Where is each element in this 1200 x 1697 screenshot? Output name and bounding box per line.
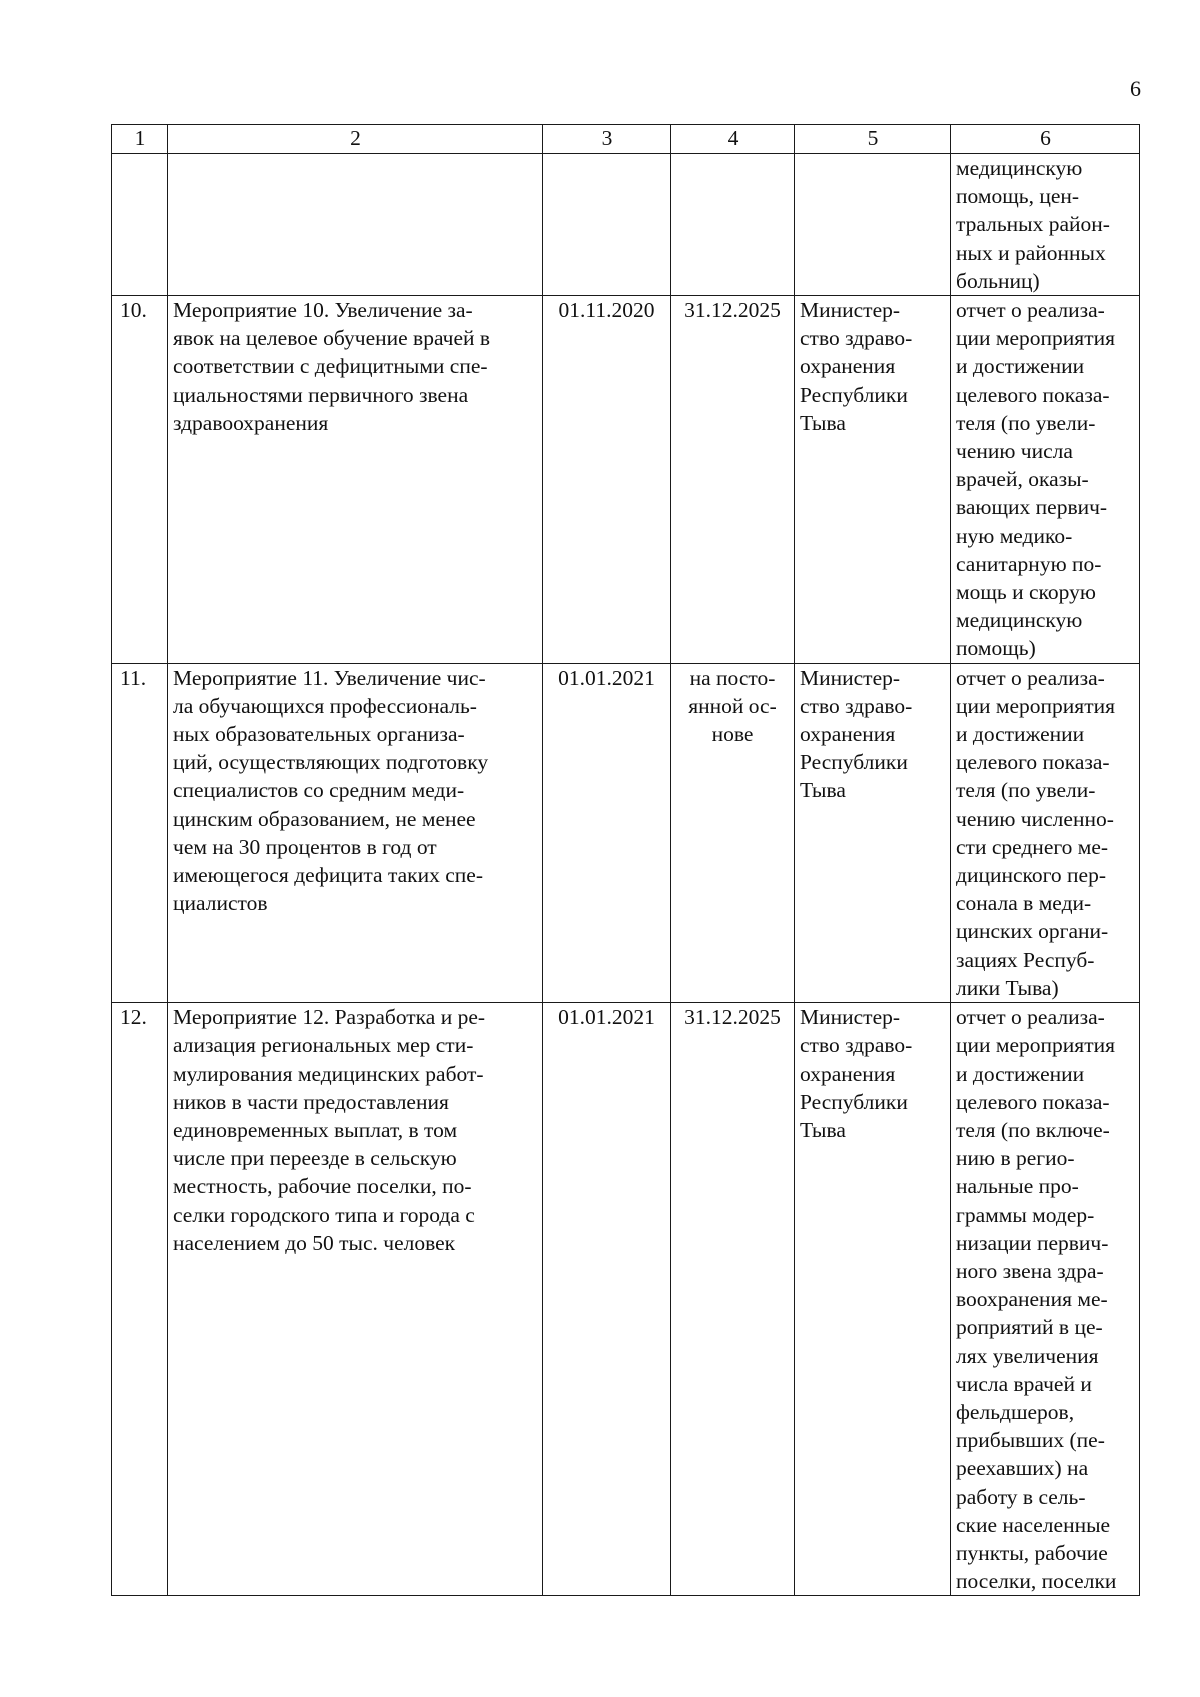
cell-text-line: циальностями первичного звена: [173, 382, 469, 407]
cell-text-line: мулирования медицинских работ-: [173, 1061, 484, 1086]
cell-text-line: Министер-: [800, 665, 901, 690]
cell-text-line: ла обучающихся профессиональ-: [173, 693, 477, 718]
cell-text-line: помощь, цен-: [956, 184, 1080, 209]
event-description-cell: [168, 296, 543, 664]
start-date-cell: [543, 1003, 671, 1596]
cell-text-line: граммы модер-: [956, 1202, 1095, 1227]
cell-text-line: 01.01.2021: [558, 665, 655, 690]
end-date-cell: [671, 1003, 795, 1596]
cell-text-line: циалистов: [173, 891, 268, 916]
row-number-cell: [112, 1003, 168, 1596]
cell-text-line: целевого показа-: [956, 1089, 1110, 1114]
end-date-cell: [671, 663, 795, 1002]
header-cell-3: 3: [543, 125, 671, 154]
cell-text-line: ство здраво-: [800, 326, 913, 351]
cell-text-line: Тыва: [800, 1117, 846, 1142]
event-description-cell: [168, 663, 543, 1002]
header-cell-2: 2: [168, 125, 543, 154]
cell-text-line: сонала в меди-: [956, 891, 1092, 916]
measures-table: [111, 124, 1140, 1596]
cell-text-line: числе при переезде в сельскую: [173, 1146, 457, 1171]
cell-text-line: теля (по включе-: [956, 1117, 1110, 1142]
responsible-executor-cell: [795, 663, 951, 1002]
expected-result-cell: [951, 154, 1140, 296]
header-cell-4: 4: [671, 125, 795, 154]
header-cell-5: 5: [795, 125, 951, 154]
cell-text-line: ские населенные: [956, 1512, 1111, 1537]
page-number: 6: [1130, 76, 1141, 101]
cell-text-line: местность, рабочие поселки, по-: [173, 1174, 472, 1199]
cell-text-line: ций, осуществляющих подготовку: [173, 750, 489, 775]
cell-text-line: единовременных выплат, в том: [173, 1117, 458, 1142]
table-row: [112, 663, 1140, 1002]
table-row: [112, 1003, 1140, 1596]
responsible-executor-cell: [795, 154, 951, 296]
cell-text-line: цинским образованием, не менее: [173, 806, 476, 831]
cell-text-line: ции мероприятия: [956, 693, 1115, 718]
row-number-cell: [112, 154, 168, 296]
cell-text-line: 01.11.2020: [558, 298, 655, 323]
cell-text-line: ство здраво-: [800, 693, 913, 718]
cell-text-line: ализация региональных мер сти-: [173, 1033, 474, 1058]
cell-text-line: населением до 50 тыс. человек: [173, 1230, 456, 1255]
cell-text-line: ных образовательных организа-: [173, 722, 465, 747]
cell-text-line: ных и районных: [956, 240, 1106, 265]
cell-text-line: лях увеличения: [956, 1343, 1099, 1368]
cell-text-line: специалистов со средним меди-: [173, 778, 465, 803]
cell-text-line: Республики: [800, 382, 908, 407]
expected-result-cell: [951, 296, 1140, 664]
cell-text-line: целевого показа-: [956, 382, 1110, 407]
start-date-cell: [543, 663, 671, 1002]
cell-text-line: целевого показа-: [956, 750, 1110, 775]
cell-text-line: Тыва: [800, 410, 846, 435]
start-date-cell: [543, 154, 671, 296]
cell-text-line: чению численно-: [956, 806, 1114, 831]
cell-text-line: лики Тыва): [956, 975, 1059, 1000]
event-description-cell: [168, 154, 543, 296]
cell-text-line: сти среднего ме-: [956, 834, 1109, 859]
cell-text-line: нию в регио-: [956, 1146, 1075, 1171]
cell-text-line: поселки, поселки: [956, 1569, 1117, 1594]
row-number: 12.: [120, 1005, 147, 1030]
header-cell-1: 1: [112, 125, 168, 154]
cell-text-line: чем на 30 процентов в год от: [173, 834, 437, 859]
responsible-executor-cell: [795, 296, 951, 664]
cell-text-line: и достижении: [956, 354, 1085, 379]
cell-text-line: охранения: [800, 722, 896, 747]
cell-text-line: ции мероприятия: [956, 326, 1115, 351]
table-row: [112, 154, 1140, 296]
cell-text-line: имеющегося дефицита таких спе-: [173, 863, 483, 888]
cell-text-line: ную медико-: [956, 523, 1073, 548]
cell-text-line: ного звена здра-: [956, 1258, 1104, 1283]
cell-text-line: соответствии с дефицитными спе-: [173, 354, 488, 379]
cell-text-line: Министер-: [800, 1005, 901, 1030]
cell-text-line: врачей, оказы-: [956, 467, 1089, 492]
cell-text-line: ников в части предоставления: [173, 1089, 449, 1114]
end-date-cell: [671, 154, 795, 296]
cell-text-line: зациях Респуб-: [956, 947, 1095, 972]
event-description-cell: [168, 1003, 543, 1596]
cell-text-line: медицинскую: [956, 608, 1083, 633]
cell-text-line: ство здраво-: [800, 1033, 913, 1058]
cell-text-line: янной ос-: [688, 693, 777, 718]
cell-text-line: 31.12.2025: [684, 1005, 781, 1030]
cell-text-line: Тыва: [800, 778, 846, 803]
cell-text-line: явок на целевое обучение врачей в: [173, 326, 491, 351]
responsible-executor-cell: [795, 1003, 951, 1596]
end-date-cell: [671, 296, 795, 664]
cell-text-line: и достижении: [956, 722, 1085, 747]
row-number: 10.: [120, 298, 147, 323]
column-number-header-row: [112, 125, 1140, 154]
header-cell-6: 6: [951, 125, 1140, 154]
table-row: [112, 296, 1140, 664]
row-number: 11.: [120, 665, 147, 690]
cell-text-line: Республики: [800, 1089, 908, 1114]
cell-text-line: пункты, рабочие: [956, 1540, 1108, 1565]
start-date-cell: [543, 296, 671, 664]
cell-text-line: нове: [711, 722, 754, 747]
cell-text-line: отчет о реализа-: [956, 298, 1105, 323]
cell-text-line: фельдшеров,: [956, 1399, 1075, 1424]
cell-text-line: работу в сель-: [956, 1484, 1086, 1509]
row-number-cell: [112, 296, 168, 664]
expected-result-cell: [951, 663, 1140, 1002]
cell-text-line: Мероприятие 11. Увеличение чис-: [173, 665, 486, 690]
cell-text-line: отчет о реализа-: [956, 665, 1105, 690]
cell-text-line: теля (по увели-: [956, 778, 1096, 803]
cell-text-line: чению числа: [956, 439, 1073, 464]
cell-text-line: Мероприятие 10. Увеличение за-: [173, 298, 473, 323]
cell-text-line: и достижении: [956, 1061, 1085, 1086]
cell-text-line: цинских органи-: [956, 919, 1109, 944]
cell-text-line: медицинскую: [956, 156, 1083, 180]
cell-text-line: 01.01.2021: [558, 1005, 655, 1030]
cell-text-line: отчет о реализа-: [956, 1005, 1105, 1030]
cell-text-line: 31.12.2025: [684, 298, 781, 323]
cell-text-line: роприятий в це-: [956, 1315, 1103, 1340]
cell-text-line: Республики: [800, 750, 908, 775]
cell-text-line: здравоохранения: [173, 410, 329, 435]
cell-text-line: помощь): [956, 636, 1036, 661]
cell-text-line: вающих первич-: [956, 495, 1108, 520]
cell-text-line: прибывших (пе-: [956, 1428, 1105, 1453]
cell-text-line: реехавших) на: [956, 1456, 1089, 1481]
cell-text-line: числа врачей и: [956, 1371, 1092, 1396]
cell-text-line: Министер-: [800, 298, 901, 323]
cell-text-line: больниц): [956, 268, 1040, 293]
cell-text-line: тральных район-: [956, 212, 1110, 237]
cell-text-line: воохранения ме-: [956, 1287, 1108, 1312]
cell-text-line: нальные про-: [956, 1174, 1079, 1199]
row-number-cell: [112, 663, 168, 1002]
cell-text-line: дицинского пер-: [956, 863, 1106, 888]
cell-text-line: Мероприятие 12. Разработка и ре-: [173, 1005, 486, 1030]
cell-text-line: низации первич-: [956, 1230, 1109, 1255]
cell-text-line: мощь и скорую: [956, 580, 1096, 605]
cell-text-line: охранения: [800, 354, 896, 379]
cell-text-line: ции мероприятия: [956, 1033, 1115, 1058]
cell-text-line: селки городского типа и города с: [173, 1202, 475, 1227]
cell-text-line: санитарную по-: [956, 551, 1102, 576]
cell-text-line: на посто-: [689, 665, 776, 690]
cell-text-line: охранения: [800, 1061, 896, 1086]
expected-result-cell: [951, 1003, 1140, 1596]
cell-text-line: теля (по увели-: [956, 410, 1096, 435]
